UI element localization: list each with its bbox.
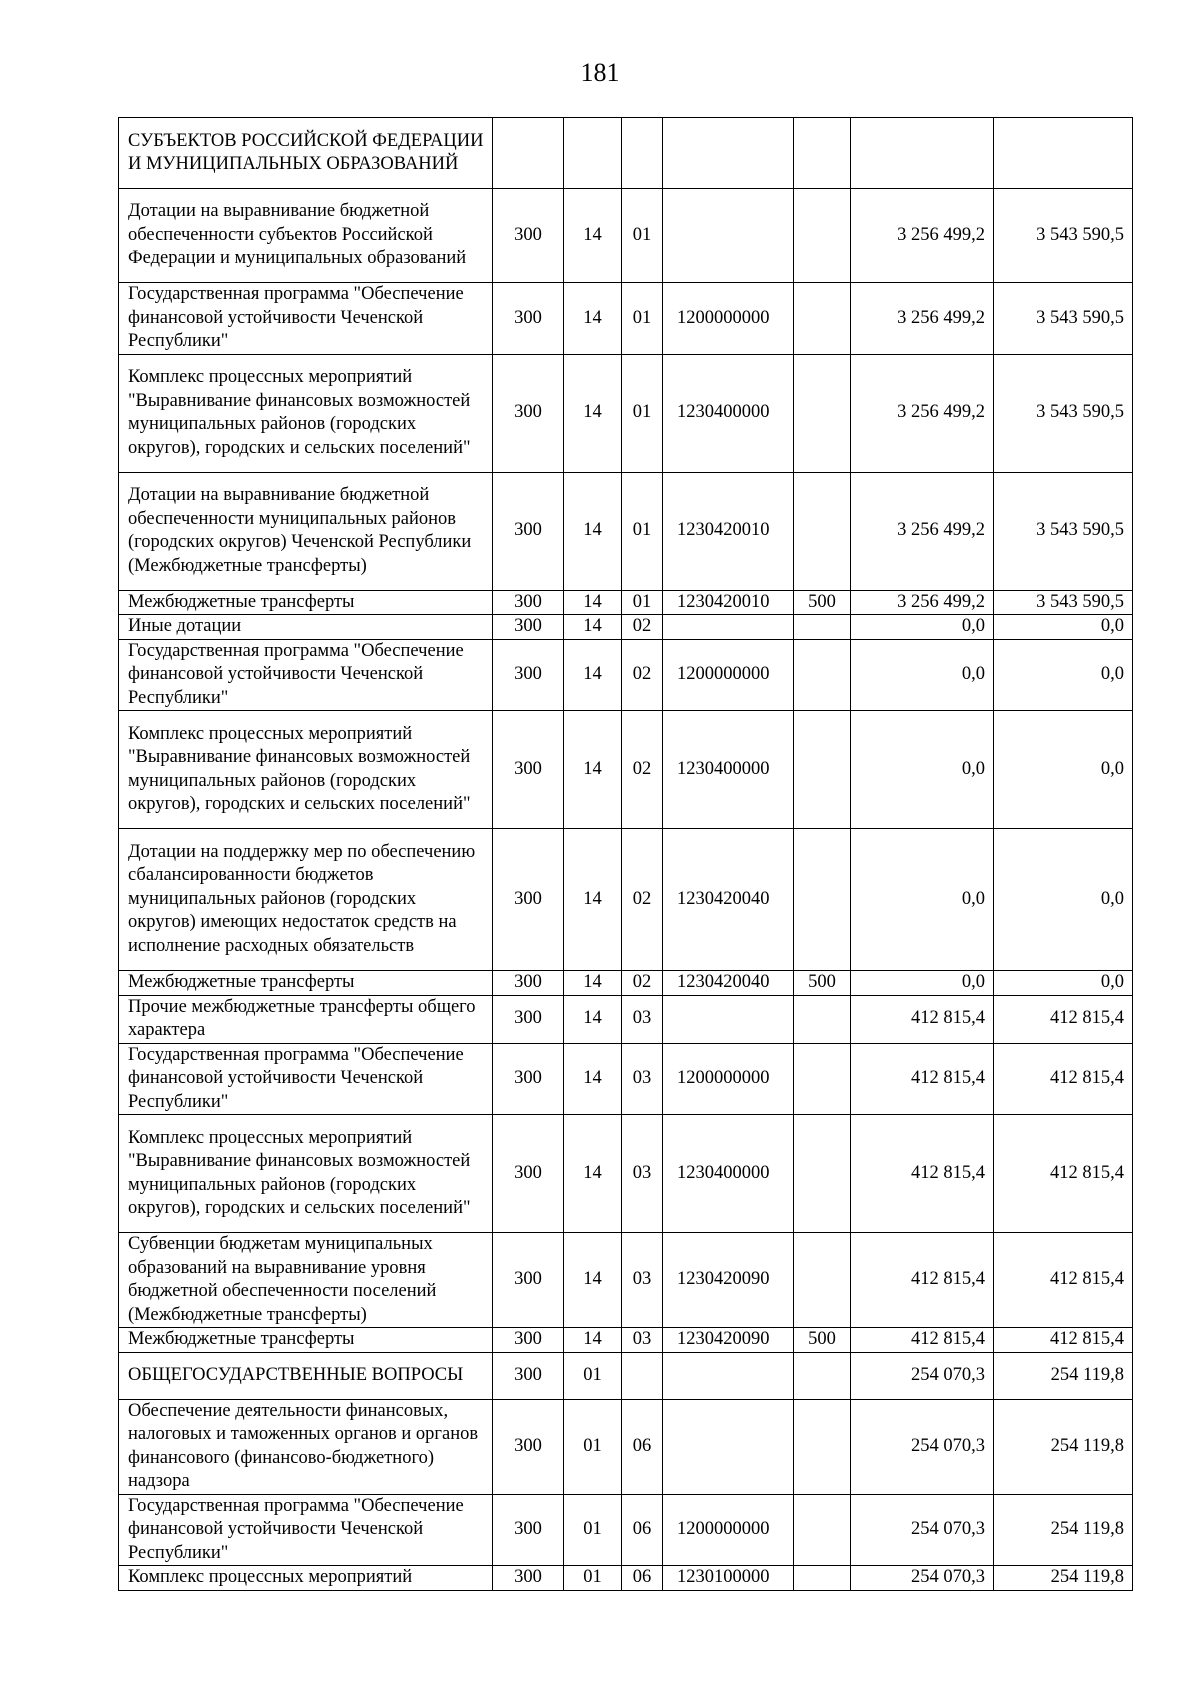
- row-expense-type-code: [794, 1566, 851, 1591]
- row-amount-year-2: 0,0: [994, 829, 1133, 971]
- row-amount-year-2: 0,0: [994, 615, 1133, 640]
- row-amount-year-1: 0,0: [851, 829, 994, 971]
- row-amount-year-1: 412 815,4: [851, 1043, 994, 1115]
- row-expense-type-code: [794, 1043, 851, 1115]
- row-section-code: 01: [564, 1494, 622, 1566]
- row-ved-code: 300: [493, 1399, 564, 1494]
- row-amount-year-2: 254 119,8: [994, 1399, 1133, 1494]
- row-section-code: 14: [564, 354, 622, 472]
- row-target-article-code: 1230400000: [663, 354, 794, 472]
- row-subsection-code: 01: [622, 354, 663, 472]
- row-amount-year-2: 412 815,4: [994, 1115, 1133, 1233]
- row-section-code: 14: [564, 472, 622, 590]
- row-target-article-code: 1230420090: [663, 1233, 794, 1328]
- row-ved-code: 300: [493, 1328, 564, 1353]
- row-expense-type-code: [794, 118, 851, 189]
- row-ved-code: 300: [493, 1043, 564, 1115]
- row-section-code: 14: [564, 639, 622, 711]
- row-name: Субвенции бюджетам муниципальных образований на выравнивание уровня бюджетной обеспеченности поселений (Межбюджетные трансферты): [119, 1233, 493, 1328]
- row-name: Комплекс процессных мероприятий "Выравнивание финансовых возможностей муниципальных районов (городских округов), городских и сельских поселений": [119, 711, 493, 829]
- row-subsection-code: 03: [622, 1328, 663, 1353]
- row-subsection-code: 06: [622, 1566, 663, 1591]
- row-subsection-code: 03: [622, 1233, 663, 1328]
- table-row: [119, 118, 1133, 189]
- row-target-article-code: 1230420010: [663, 590, 794, 615]
- row-name: Дотации на поддержку мер по обеспечению сбалансированности бюджетов муниципальных районов (городских округов) имеющих недостаток средств на исполнение расходных обязательств: [119, 829, 493, 971]
- row-section-code: 14: [564, 1043, 622, 1115]
- row-amount-year-1: 0,0: [851, 639, 994, 711]
- row-amount-year-2: 3 543 590,5: [994, 590, 1133, 615]
- table-row: [119, 189, 1133, 283]
- table-row: [119, 472, 1133, 590]
- row-amount-year-2: 254 119,8: [994, 1494, 1133, 1566]
- row-amount-year-1: [851, 118, 994, 189]
- row-section-code: 14: [564, 1115, 622, 1233]
- row-subsection-code: 03: [622, 1115, 663, 1233]
- row-amount-year-1: 3 256 499,2: [851, 189, 994, 283]
- row-subsection-code: 03: [622, 995, 663, 1043]
- table-row: [119, 615, 1133, 640]
- row-amount-year-1: 254 070,3: [851, 1399, 994, 1494]
- row-name: Межбюджетные трансферты: [119, 1328, 493, 1353]
- table-row: [119, 1115, 1133, 1233]
- row-section-code: 14: [564, 283, 622, 355]
- row-expense-type-code: [794, 354, 851, 472]
- row-amount-year-1: 412 815,4: [851, 1115, 994, 1233]
- row-amount-year-1: 3 256 499,2: [851, 590, 994, 615]
- row-amount-year-1: 3 256 499,2: [851, 472, 994, 590]
- row-subsection-code: 06: [622, 1494, 663, 1566]
- row-name: Государственная программа "Обеспечение финансовой устойчивости Чеченской Республики": [119, 283, 493, 355]
- row-target-article-code: 1230420040: [663, 971, 794, 996]
- table-row: [119, 590, 1133, 615]
- row-expense-type-code: [794, 1494, 851, 1566]
- row-amount-year-1: 412 815,4: [851, 1328, 994, 1353]
- table-row: [119, 1399, 1133, 1494]
- row-amount-year-1: 0,0: [851, 971, 994, 996]
- row-amount-year-1: 3 256 499,2: [851, 283, 994, 355]
- row-name: СУБЪЕКТОВ РОССИЙСКОЙ ФЕДЕРАЦИИ И МУНИЦИПАЛЬНЫХ ОБРАЗОВАНИЙ: [119, 118, 493, 189]
- row-subsection-code: [622, 118, 663, 189]
- row-amount-year-2: 3 543 590,5: [994, 283, 1133, 355]
- row-amount-year-1: 0,0: [851, 711, 994, 829]
- row-expense-type-code: [794, 1115, 851, 1233]
- row-subsection-code: 03: [622, 1043, 663, 1115]
- row-subsection-code: 01: [622, 189, 663, 283]
- row-subsection-code: 02: [622, 639, 663, 711]
- row-target-article-code: [663, 1352, 794, 1399]
- row-amount-year-2: 3 543 590,5: [994, 354, 1133, 472]
- row-ved-code: 300: [493, 1352, 564, 1399]
- row-name: Комплекс процессных мероприятий "Выравнивание финансовых возможностей муниципальных районов (городских округов), городских и сельских поселений": [119, 354, 493, 472]
- row-name: Прочие межбюджетные трансферты общего характера: [119, 995, 493, 1043]
- row-amount-year-2: 0,0: [994, 639, 1133, 711]
- row-amount-year-2: 254 119,8: [994, 1566, 1133, 1591]
- row-expense-type-code: [794, 283, 851, 355]
- row-ved-code: 300: [493, 829, 564, 971]
- row-amount-year-2: 3 543 590,5: [994, 472, 1133, 590]
- row-target-article-code: [663, 1399, 794, 1494]
- row-subsection-code: 01: [622, 472, 663, 590]
- row-ved-code: 300: [493, 283, 564, 355]
- row-expense-type-code: [794, 1233, 851, 1328]
- table-row: [119, 283, 1133, 355]
- row-amount-year-2: 254 119,8: [994, 1352, 1133, 1399]
- row-ved-code: 300: [493, 472, 564, 590]
- row-name: Комплекс процессных мероприятий "Выравнивание финансовых возможностей муниципальных районов (городских округов), городских и сельских поселений": [119, 1115, 493, 1233]
- row-amount-year-1: 3 256 499,2: [851, 354, 994, 472]
- row-expense-type-code: [794, 189, 851, 283]
- row-name: Комплекс процессных мероприятий: [119, 1566, 493, 1591]
- row-section-code: 14: [564, 615, 622, 640]
- row-section-code: [564, 118, 622, 189]
- row-ved-code: 300: [493, 189, 564, 283]
- table-row: [119, 1566, 1133, 1591]
- row-target-article-code: 1230100000: [663, 1566, 794, 1591]
- row-name: Государственная программа "Обеспечение финансовой устойчивости Чеченской Республики": [119, 639, 493, 711]
- row-amount-year-1: 254 070,3: [851, 1566, 994, 1591]
- row-target-article-code: 1200000000: [663, 1494, 794, 1566]
- row-amount-year-2: 0,0: [994, 711, 1133, 829]
- row-target-article-code: 1230420040: [663, 829, 794, 971]
- row-section-code: 01: [564, 1352, 622, 1399]
- table-row: [119, 1328, 1133, 1353]
- row-expense-type-code: [794, 1399, 851, 1494]
- row-ved-code: 300: [493, 995, 564, 1043]
- row-name: Межбюджетные трансферты: [119, 971, 493, 996]
- row-expense-type-code: [794, 615, 851, 640]
- row-target-article-code: [663, 189, 794, 283]
- table-row: [119, 711, 1133, 829]
- row-target-article-code: [663, 118, 794, 189]
- table-row: [119, 1043, 1133, 1115]
- row-ved-code: 300: [493, 1494, 564, 1566]
- table-row: [119, 1494, 1133, 1566]
- row-section-code: 14: [564, 189, 622, 283]
- row-expense-type-code: [794, 711, 851, 829]
- row-target-article-code: 1200000000: [663, 1043, 794, 1115]
- row-name: Обеспечение деятельности финансовых, налоговых и таможенных органов и органов финансового (финансово-бюджетного) надзора: [119, 1399, 493, 1494]
- row-target-article-code: 1200000000: [663, 283, 794, 355]
- table-body: [119, 118, 1133, 1591]
- row-name: Дотации на выравнивание бюджетной обеспеченности субъектов Российской Федерации и муниципальных образований: [119, 189, 493, 283]
- row-amount-year-1: 254 070,3: [851, 1352, 994, 1399]
- row-target-article-code: [663, 995, 794, 1043]
- row-name: Дотации на выравнивание бюджетной обеспеченности муниципальных районов (городских округов) Чеченской Республики (Межбюджетные трансферты): [119, 472, 493, 590]
- row-subsection-code: 02: [622, 829, 663, 971]
- row-ved-code: 300: [493, 971, 564, 996]
- row-section-code: 14: [564, 1233, 622, 1328]
- row-section-code: 14: [564, 971, 622, 996]
- row-target-article-code: [663, 615, 794, 640]
- row-ved-code: 300: [493, 590, 564, 615]
- row-amount-year-1: 0,0: [851, 615, 994, 640]
- row-ved-code: 300: [493, 1566, 564, 1591]
- table-row: [119, 1233, 1133, 1328]
- row-amount-year-1: 254 070,3: [851, 1494, 994, 1566]
- row-expense-type-code: 500: [794, 1328, 851, 1353]
- table-row: [119, 995, 1133, 1043]
- row-subsection-code: 06: [622, 1399, 663, 1494]
- row-amount-year-1: 412 815,4: [851, 1233, 994, 1328]
- row-expense-type-code: [794, 995, 851, 1043]
- row-amount-year-2: 412 815,4: [994, 1043, 1133, 1115]
- row-expense-type-code: 500: [794, 590, 851, 615]
- row-amount-year-2: 412 815,4: [994, 995, 1133, 1043]
- row-target-article-code: 1230400000: [663, 711, 794, 829]
- table-row: [119, 971, 1133, 996]
- row-amount-year-2: 412 815,4: [994, 1328, 1133, 1353]
- row-expense-type-code: [794, 829, 851, 971]
- row-expense-type-code: [794, 472, 851, 590]
- row-ved-code: 300: [493, 639, 564, 711]
- table-row: [119, 1352, 1133, 1399]
- row-ved-code: 300: [493, 615, 564, 640]
- row-section-code: 14: [564, 590, 622, 615]
- budget-table: [118, 117, 1133, 1591]
- row-ved-code: 300: [493, 711, 564, 829]
- row-subsection-code: 02: [622, 711, 663, 829]
- table-row: [119, 639, 1133, 711]
- row-section-code: 01: [564, 1566, 622, 1591]
- row-section-code: 01: [564, 1399, 622, 1494]
- row-subsection-code: 02: [622, 615, 663, 640]
- row-ved-code: [493, 118, 564, 189]
- row-subsection-code: 01: [622, 283, 663, 355]
- row-amount-year-2: 0,0: [994, 971, 1133, 996]
- row-name: Межбюджетные трансферты: [119, 590, 493, 615]
- row-section-code: 14: [564, 995, 622, 1043]
- row-section-code: 14: [564, 829, 622, 971]
- row-amount-year-1: 412 815,4: [851, 995, 994, 1043]
- row-target-article-code: 1230420010: [663, 472, 794, 590]
- table-row: [119, 829, 1133, 971]
- row-target-article-code: 1230420090: [663, 1328, 794, 1353]
- row-expense-type-code: 500: [794, 971, 851, 996]
- row-section-code: 14: [564, 1328, 622, 1353]
- row-target-article-code: 1230400000: [663, 1115, 794, 1233]
- row-name: Государственная программа "Обеспечение финансовой устойчивости Чеченской Республики": [119, 1494, 493, 1566]
- page-number: 181: [580, 58, 620, 87]
- row-name: Иные дотации: [119, 615, 493, 640]
- row-subsection-code: 01: [622, 590, 663, 615]
- row-expense-type-code: [794, 639, 851, 711]
- row-amount-year-2: [994, 118, 1133, 189]
- table-row: [119, 354, 1133, 472]
- row-target-article-code: 1200000000: [663, 639, 794, 711]
- row-ved-code: 300: [493, 1115, 564, 1233]
- row-section-code: 14: [564, 711, 622, 829]
- row-subsection-code: [622, 1352, 663, 1399]
- row-name: ОБЩЕГОСУДАРСТВЕННЫЕ ВОПРОСЫ: [119, 1352, 493, 1399]
- row-amount-year-2: 3 543 590,5: [994, 189, 1133, 283]
- row-ved-code: 300: [493, 1233, 564, 1328]
- row-name: Государственная программа "Обеспечение финансовой устойчивости Чеченской Республики": [119, 1043, 493, 1115]
- row-subsection-code: 02: [622, 971, 663, 996]
- row-amount-year-2: 412 815,4: [994, 1233, 1133, 1328]
- row-ved-code: 300: [493, 354, 564, 472]
- row-expense-type-code: [794, 1352, 851, 1399]
